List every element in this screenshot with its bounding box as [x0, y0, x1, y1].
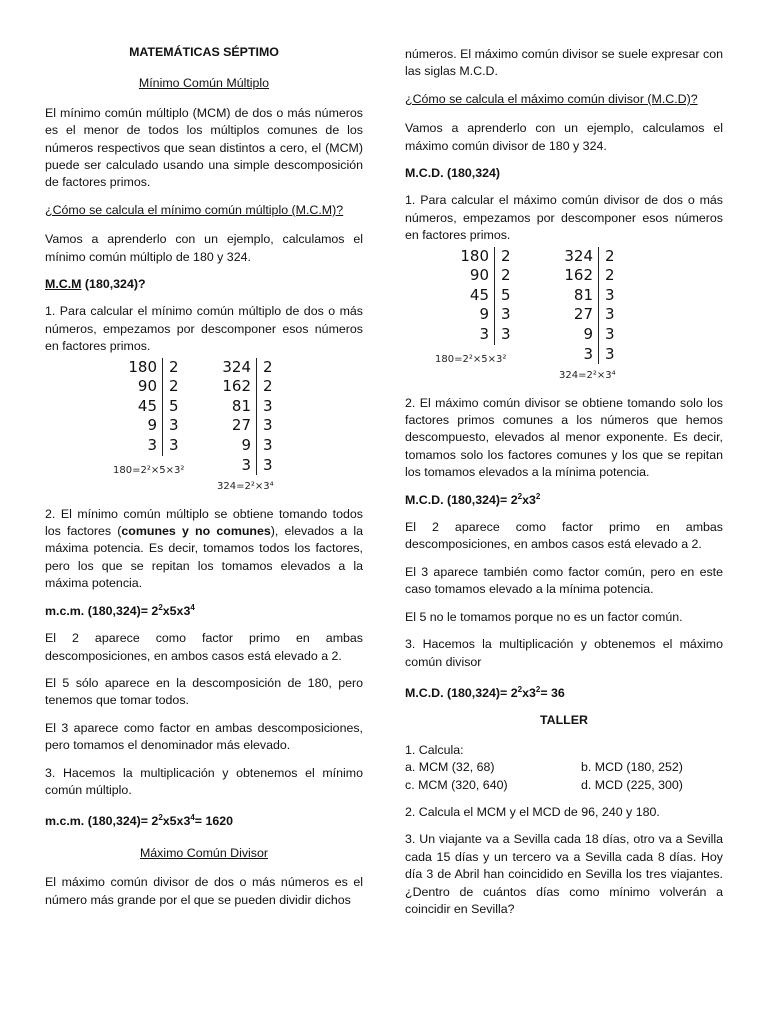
formula-part: x5x3 [162, 603, 191, 618]
exponent: 2 [517, 684, 523, 694]
factor-row [217, 416, 285, 436]
factor-number: 45 [455, 286, 495, 306]
factor-number: 180 [455, 247, 495, 267]
exercise-2: 2. Calcula el MCM y el MCD de 96, 240 y 180. [405, 804, 660, 819]
factor-row [559, 286, 627, 306]
factor-row [559, 305, 627, 325]
exponent: 2 [535, 684, 541, 694]
factor-row [217, 377, 285, 397]
factor-number: 180 [123, 358, 163, 378]
formula-part: = 1620 [194, 814, 234, 829]
factor-prime: 3 [263, 455, 273, 474]
factor-number: 3 [455, 325, 495, 345]
exponent: 2 [535, 491, 541, 501]
mcm-step3: 3. Hacemos la multiplicación y obtenemos el mínimo común múltiplo. [45, 765, 363, 797]
exponent: 4 [190, 602, 195, 612]
factor-row [217, 358, 285, 378]
factor-number: 81 [217, 397, 257, 417]
factor-number: 324 [559, 247, 599, 267]
formula-part: x3 [522, 492, 536, 507]
factor-row [455, 247, 523, 267]
mcd-formula1 [405, 492, 723, 509]
mcd-step2: 2. El máximo común divisor se obtiene tomando solo los factores primos comunes a los números que hemos descompuesto, elevados al menor exponente. Es decir, tomamos solo los factores comunes y los que se repitan los tomamos elevados a la mínima potencia. [405, 395, 723, 480]
exponent: 2 [158, 602, 163, 612]
mcd-factor-diagram [405, 247, 723, 385]
factor-number: 90 [123, 377, 163, 397]
mcm-heading: Mínimo Común Múltiplo [138, 76, 270, 91]
factor-rows [123, 358, 191, 456]
mcd-note-three: El 3 aparece también como factor común, pero en este caso tomamos elevado a la mínima potencia. [405, 564, 723, 597]
formula-part: m.c.m. (180,324)= 2 [45, 814, 159, 829]
mcm-step1: 1. Para calcular el mínimo común múltiplo de dos o más números, empezamos por descomponer esos números en factores primos. [45, 304, 363, 354]
mcd-note-five: El 5 no le tomamos porque no es un factor común. [405, 609, 683, 624]
formula-part: M.C.D. (180,324)= 2 [405, 492, 518, 507]
mcm-question: ¿Cómo se calcula el mínimo común múltiplo (M.C.M)? [45, 202, 344, 217]
factor-row [123, 377, 191, 397]
factor-row [123, 436, 191, 456]
factor-row [559, 345, 627, 365]
exercise-1-items [405, 759, 723, 794]
formula-part: x5x3 [162, 814, 191, 829]
factor-row [217, 456, 285, 476]
mcd-label: M.C.D. (180,324) [405, 166, 501, 181]
factor-prime: 3 [169, 436, 179, 455]
factor-table-324 [559, 247, 627, 385]
factor-prime: 3 [263, 416, 273, 435]
mcm-note-three: El 3 aparece como factor en ambas descomposiciones, pero tomamos el denominador más elevado. [45, 720, 363, 753]
factor-prime: 2 [169, 377, 179, 396]
factor-prime: 2 [263, 357, 273, 376]
factor-row [559, 266, 627, 286]
factor-prime: 3 [605, 325, 615, 344]
factor-row [455, 305, 523, 325]
factor-row [455, 266, 523, 286]
factor-prime: 5 [169, 396, 179, 415]
exercise-3: 3. Un viajante va a Sevilla cada 18 días, otro va a Sevilla cada 15 días y un tercero va a Sevilla cada 8 días. Hoy día 3 de Abril han coincidido en Sevilla los tres viajantes. ¿Dentro de cuántos días como mínimo volverán a coincidir en Sevilla? [405, 832, 723, 916]
factor-number: 324 [217, 358, 257, 378]
factor-number: 162 [559, 266, 599, 286]
mcm-note-two: El 2 aparece como factor primo en ambas descomposiciones, en ambos casos está elevado a 2. [45, 631, 363, 663]
factor-row [123, 397, 191, 417]
formula-part: m.c.m. (180,324)= 2 [45, 603, 159, 618]
factor-prime: 3 [263, 396, 273, 415]
factor-number: 3 [123, 436, 163, 456]
factor-prime: 2 [169, 357, 179, 376]
factor-rows [559, 247, 627, 365]
factor-row [217, 436, 285, 456]
exercise-1-heading: 1. Calcula: [405, 742, 464, 757]
step2-text-bold: comunes y no comunes [121, 524, 271, 539]
formula-part: = 36 [540, 685, 565, 700]
factor-prime: 2 [263, 377, 273, 396]
mcm-formula1 [45, 603, 363, 620]
factor-result-324: 324=2²×3⁴ [559, 370, 616, 382]
factor-prime: 3 [501, 305, 511, 324]
exercise-1 [405, 742, 723, 794]
mcm-intro: El mínimo común múltiplo (MCM) de dos o más números es el menor de todos los múltiplos comunes de los números respectivos que sean distintos a cero, el (MCM) puede ser calculado usando una simple descomposición de factores primos. [45, 105, 363, 190]
factor-number: 3 [217, 456, 257, 476]
factor-row [123, 416, 191, 436]
factor-prime: 2 [501, 246, 511, 265]
factor-table-324 [217, 358, 285, 496]
factor-prime: 2 [605, 266, 615, 285]
factor-prime: 5 [501, 285, 511, 304]
exponent: 4 [190, 813, 195, 823]
mcm-label [45, 276, 363, 293]
factor-number: 162 [217, 377, 257, 397]
factor-result-180: 180=2²×5×3² [113, 464, 185, 476]
factor-table-180 [113, 357, 191, 496]
factor-number: 9 [217, 436, 257, 456]
taller-title: TALLER [540, 713, 588, 728]
factor-row [455, 286, 523, 306]
document-title: MATEMÁTICAS SÉPTIMO [129, 45, 279, 59]
formula-part: M.C.D. (180,324)= 2 [405, 685, 518, 700]
mcd-intro-cont: números. El máximo común divisor se suele expresar con las siglas M.C.D. [405, 47, 723, 79]
mcd-intro: El máximo común divisor de dos o más números es el número más grande por el que se pueden dividir dichos [45, 875, 363, 907]
mcm-step2 [45, 506, 363, 593]
factor-row [123, 358, 191, 378]
exercise-1c: c. MCM (320, 640) [405, 777, 508, 792]
factor-rows [217, 358, 285, 476]
formula-part: x3 [522, 685, 536, 700]
factor-row [559, 247, 627, 267]
exponent: 2 [517, 491, 523, 501]
factor-rows [455, 247, 523, 345]
mcm-example: Vamos a aprenderlo con un ejemplo, calculamos el mínimo común múltiplo de 180 y 324. [45, 232, 363, 264]
factor-number: 27 [559, 305, 599, 325]
factor-number: 3 [559, 345, 599, 365]
factor-number: 9 [123, 416, 163, 436]
factor-prime: 3 [501, 325, 511, 344]
mcm-factor-diagram [45, 358, 363, 496]
factor-prime: 2 [501, 266, 511, 285]
right-column [405, 46, 723, 928]
factor-result-324: 324=2²×3⁴ [217, 481, 274, 493]
mcm-formula2 [45, 813, 363, 830]
exponent: 2 [158, 813, 163, 823]
exercise-1b: b. MCD (180, 252) [581, 760, 683, 775]
mcd-step3: 3. Hacemos la multiplicación y obtenemos el máximo común divisor [405, 637, 723, 669]
step2-text-a: 2. El mínimo común múltiplo se obtiene tomando todos los factores ( [45, 506, 363, 539]
left-column [45, 40, 363, 919]
mcm-label-abbr: M.C.M [45, 277, 82, 292]
mcm-note-five: El 5 sólo aparece en la descomposición de 180, pero tenemos que tomar todos. [45, 675, 363, 708]
factor-prime: 3 [605, 344, 615, 363]
mcd-question: ¿Cómo se calcula el máximo común divisor (M.C.D)? [405, 91, 698, 106]
factor-prime: 3 [263, 436, 273, 455]
exercise-1d: d. MCD (225, 300) [581, 777, 683, 792]
factor-table-180 [435, 246, 523, 385]
factor-row [217, 397, 285, 417]
factor-prime: 3 [169, 416, 179, 435]
mcd-step1: 1. Para calcular el máximo común divisor de dos o más números, empezamos por descomponer esos números en factores primos. [405, 193, 723, 243]
step2-text-c: ), elevados a la máxima potencia. Es decir, tomamos todos los factores, pero los que se repitan los tomamos elevados a la máxima potencia. [45, 524, 363, 591]
factor-number: 81 [559, 286, 599, 306]
mcd-heading: Máximo Común Divisor [139, 845, 269, 860]
factor-row [559, 325, 627, 345]
mcd-formula2 [405, 685, 723, 702]
factor-prime: 3 [605, 285, 615, 304]
exercise-1a: a. MCM (32, 68) [405, 760, 495, 775]
mcd-example: Vamos a aprenderlo con un ejemplo, calculamos el máximo común divisor de 180 y 324. [405, 121, 723, 153]
factor-result-180: 180=2²×5×3² [435, 353, 507, 365]
mcm-label-args: (180,324)? [81, 277, 146, 292]
factor-number: 45 [123, 397, 163, 417]
factor-row [455, 325, 523, 345]
factor-number: 90 [455, 266, 495, 286]
mcd-note-two: El 2 aparece como factor primo en ambas descomposiciones, en ambos casos está elevado a 2. [405, 520, 723, 552]
factor-prime: 3 [605, 305, 615, 324]
factor-prime: 2 [605, 246, 615, 265]
factor-number: 27 [217, 416, 257, 436]
factor-number: 9 [455, 305, 495, 325]
factor-number: 9 [559, 325, 599, 345]
